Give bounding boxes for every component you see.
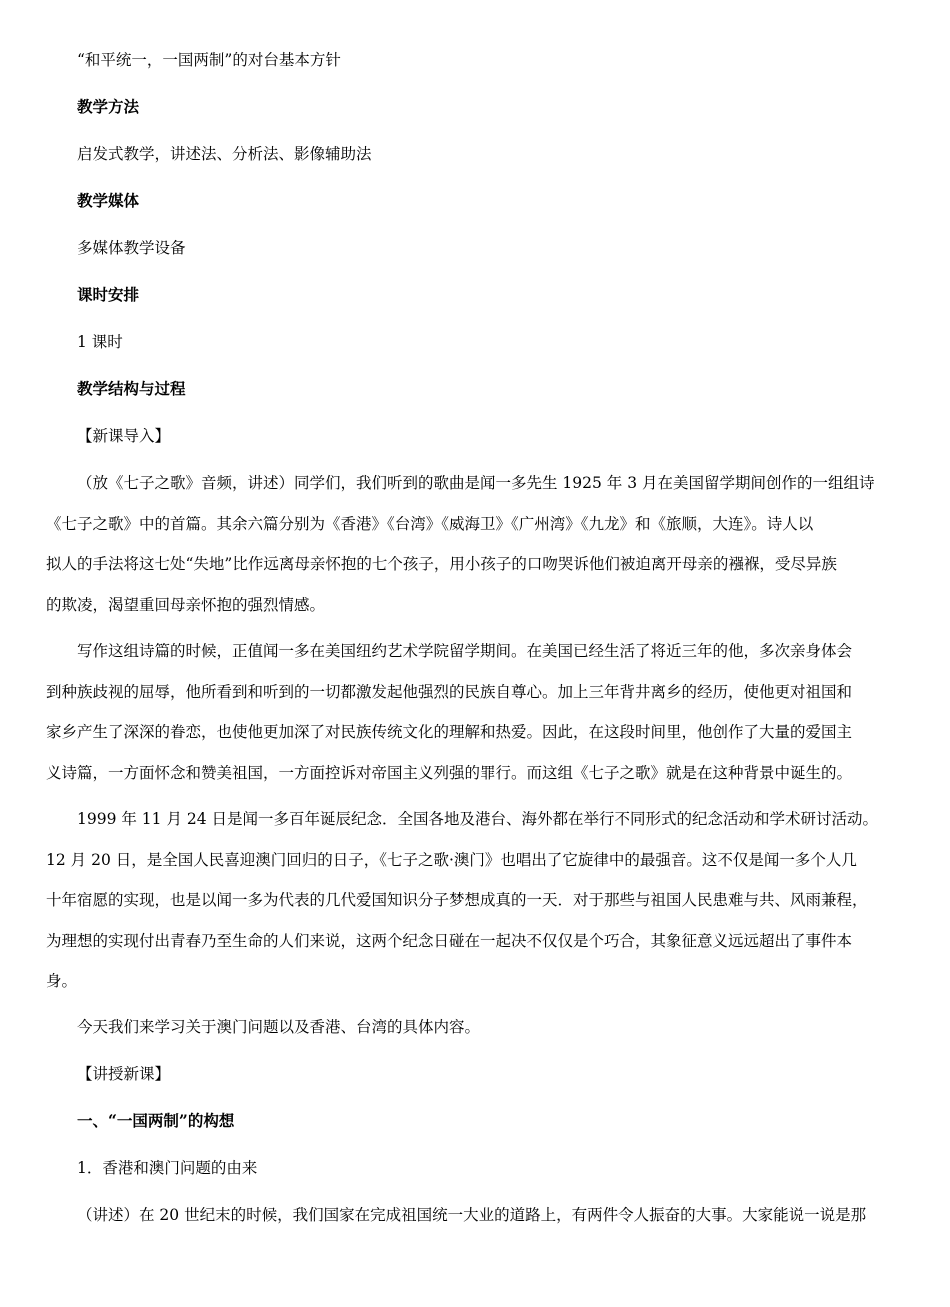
paragraph-line: 的欺凌，渴望重回母亲怀抱的强烈情感。 <box>46 596 326 614</box>
teaching-method-text: 启发式教学，讲述法、分析法、影像辅助法 <box>77 145 372 163</box>
heading-structure: 教学结构与过程 <box>77 379 186 398</box>
paragraph-line: 12 月 20 日，是全国人民喜迎澳门回归的日子，《七子之歌·澳门》也唱出了它旋律中的最强音。这不仅是闻一多个人几 <box>46 851 857 869</box>
paragraph-line: 到种族歧视的屈辱，他所看到和听到的一切都激发起他强烈的民族自尊心。加上三年背井离乡的经历，使他更对祖国和 <box>46 683 853 701</box>
paragraph-line: 拟人的手法将这七处“失地”比作远离母亲怀抱的七个孩子，用小孩子的口吻哭诉他们被迫离开母亲的襁褓，受尽异族 <box>46 555 837 573</box>
heading-teaching-media: 教学媒体 <box>77 191 140 210</box>
paragraph-line: （放《七子之歌》音频，讲述）同学们，我们听到的歌曲是闻一多先生 1925 年 3 月在美国留学期间创作的一组组诗 <box>77 474 875 492</box>
paragraph-line: 《七子之歌》中的首篇。其余六篇分别为《香港》《台湾》《威海卫》《广州湾》《九龙》和《旅顺，大连》。诗人以 <box>46 515 814 533</box>
paragraph-line: 家乡产生了深深的眷恋，也使他更加深了对民族传统文化的理解和热爱。因此，在这段时间里，他创作了大量的爱国主 <box>46 723 853 741</box>
teaching-media-text: 多媒体教学设备 <box>77 239 186 257</box>
heading-schedule: 课时安排 <box>77 285 140 304</box>
today-text: 今天我们来学习关于澳门问题以及香港、台湾的具体内容。 <box>77 1018 481 1036</box>
paragraph-line: 1999 年 11 月 24 日是闻一多百年诞辰纪念．全国各地及港台、海外都在举行不同形式的纪念活动和学术研讨活动。 <box>77 810 879 828</box>
paragraph-line: 写作这组诗篇的时候，正值闻一多在美国纽约艺术学院留学期间。在美国已经生活了将近三年的他，多次亲身体会 <box>77 642 853 660</box>
schedule-text: 1 课时 <box>77 333 123 351</box>
section-1-heading: 一、“一国两制”的构想 <box>77 1111 235 1130</box>
new-lesson-tag: 【讲授新课】 <box>77 1065 171 1083</box>
policy-line: “和平统一，一国两制”的对台基本方针 <box>77 51 341 69</box>
paragraph-line: 义诗篇，一方面怀念和赞美祖国，一方面控诉对帝国主义列强的罪行。而这组《七子之歌》就是在这种背景中诞生的。 <box>46 764 853 782</box>
paragraph-line: 身。 <box>46 972 78 990</box>
paragraph-line: 为理想的实现付出青春乃至生命的人们来说，这两个纪念日碰在一起决不仅仅是个巧合，其象征意义远远超出了事件本 <box>46 932 853 950</box>
heading-teaching-method: 教学方法 <box>77 97 140 116</box>
intro-tag: 【新课导入】 <box>77 427 171 445</box>
subsection-1-heading: 1．香港和澳门问题的由来 <box>77 1159 258 1177</box>
paragraph-line: 十年宿愿的实现，也是以闻一多为代表的几代爱国知识分子梦想成真的一天．对于那些与祖国人民患难与共、风雨兼程， <box>46 891 868 909</box>
narration-text: （讲述）在 20 世纪末的时候，我们国家在完成祖国统一大业的道路上，有两件令人振奋的大事。大家能说一说是那 <box>77 1206 867 1224</box>
